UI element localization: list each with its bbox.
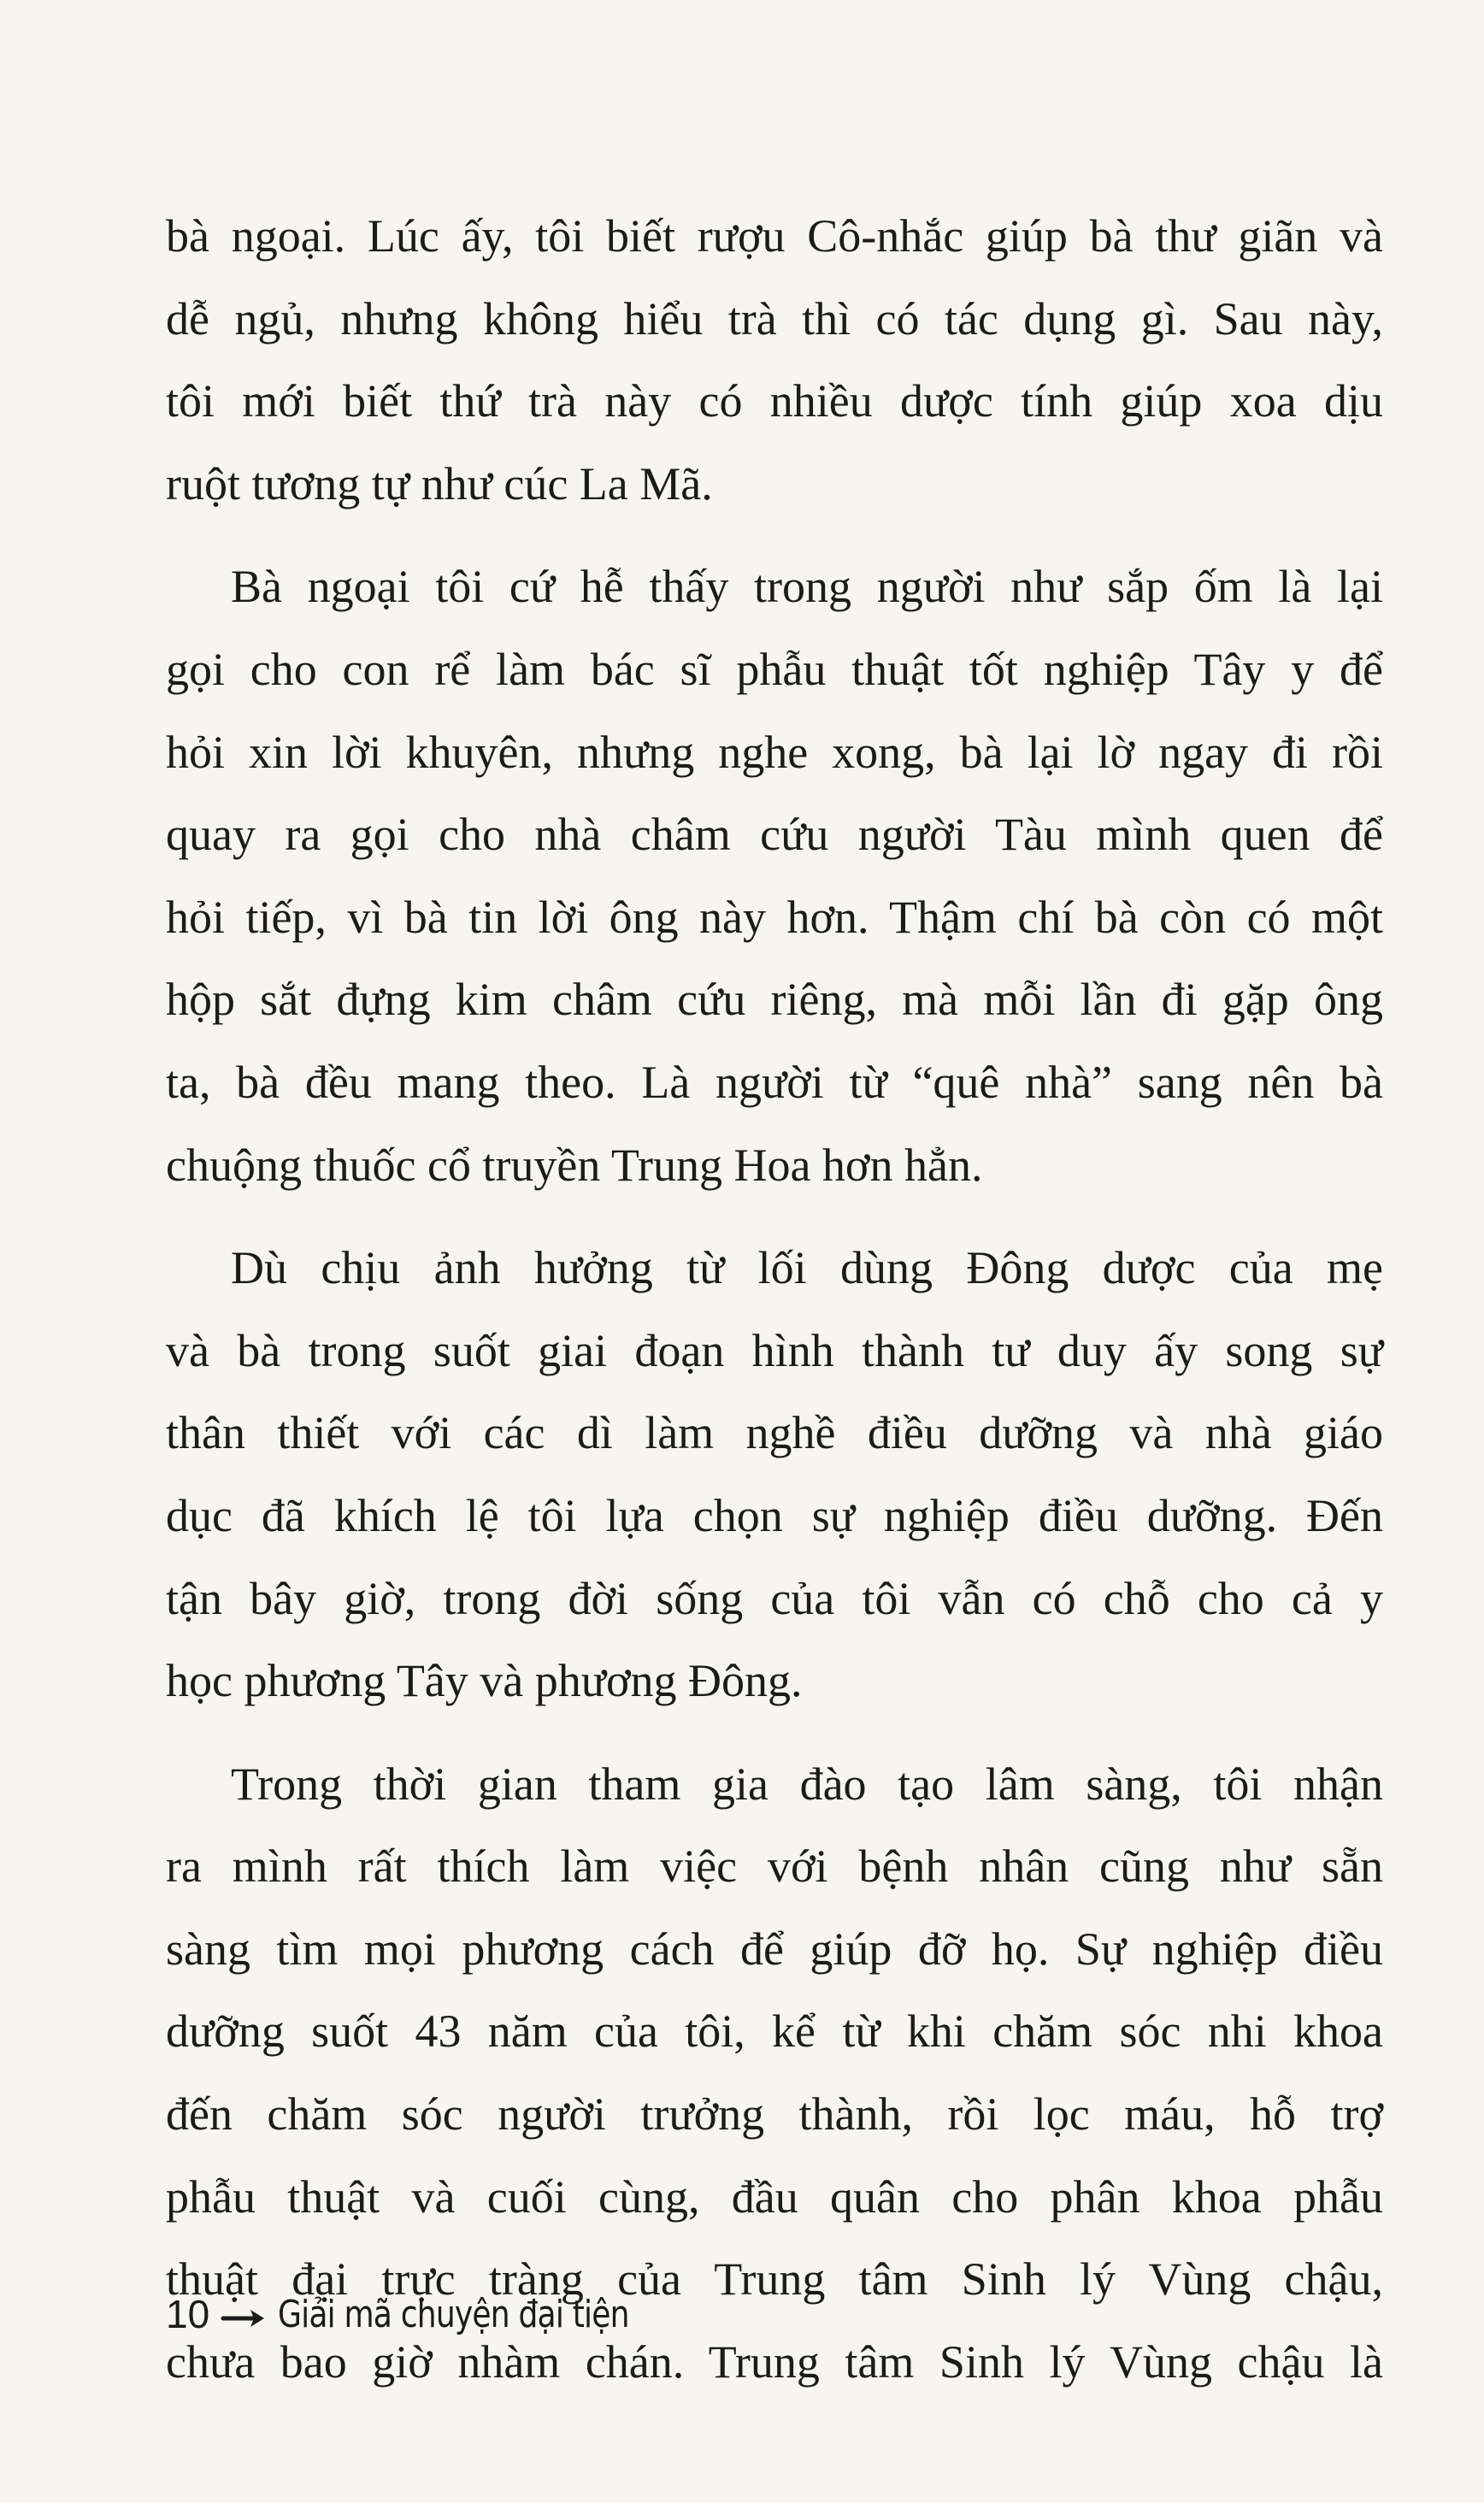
text-line: quay ra gọi cho nhà châm cứu người Tàu mình quen để: [166, 809, 1383, 861]
text-line: bà ngoại. Lúc ấy, tôi biết rượu Cô-nhắc giúp bà thư giãn và: [166, 210, 1383, 262]
paragraph: [166, 195, 1383, 525]
text-line: dễ ngủ, nhưng không hiểu trà thì có tác dụng gì. Sau này,: [166, 292, 1383, 345]
page-number: 10: [166, 2292, 210, 2336]
text-line: chưa bao giờ nhàm chán. Trung tâm Sinh lý Vùng chậu là: [166, 2335, 1383, 2388]
text-line: hộp sắt đựng kim châm cứu riêng, mà mỗi lần đi gặp ông: [166, 974, 1383, 1026]
text-line: hỏi xin lời khuyên, nhưng nghe xong, bà lại lờ ngay đi rồi: [166, 726, 1383, 778]
text-line: Bà ngoại tôi cứ hễ thấy trong người như sắp ốm là lại: [231, 561, 1383, 613]
text-line: ruột tương tự như cúc La Mã.: [166, 457, 713, 509]
running-title: Giải mã chuyện đại tiện: [278, 2292, 629, 2336]
text-line: sàng tìm mọi phương cách để giúp đỡ họ. Sự nghiệp điều: [166, 1923, 1383, 1975]
text-line: phẫu thuật và cuối cùng, đầu quân cho phân khoa phẫu: [166, 2170, 1383, 2223]
text-line: hỏi tiếp, vì bà tin lời ông này hơn. Thậm chí bà còn có một: [166, 891, 1383, 943]
text-line: và bà trong suốt giai đoạn hình thành tư duy ấy song sự: [166, 1324, 1383, 1376]
paragraph: [166, 545, 1383, 1206]
text-line: dục đã khích lệ tôi lựa chọn sự nghiệp điều dưỡng. Đến: [166, 1489, 1383, 1541]
text-line: học phương Tây và phương Đông.: [166, 1655, 803, 1707]
text-line: Dù chịu ảnh hưởng từ lối dùng Đông dược của mẹ: [231, 1242, 1383, 1294]
body-text: [166, 195, 1383, 2423]
text-line: tận bây giờ, trong đời sống của tôi vẫn có chỗ cho cả y: [166, 1572, 1383, 1624]
text-line: ta, bà đều mang theo. Là người từ “quê nhà” sang nên bà: [166, 1056, 1383, 1108]
text-line: đến chăm sóc người trưởng thành, rồi lọc máu, hỗ trợ: [166, 2088, 1383, 2141]
right-arrow-icon: [220, 2297, 268, 2331]
text-line: thuật đại trực tràng của Trung tâm Sinh lý Vùng chậu,: [166, 2253, 1383, 2306]
text-line: thân thiết với các dì làm nghề điều dưỡng và nhà giáo: [166, 1407, 1383, 1459]
text-line: chuộng thuốc cổ truyền Trung Hoa hơn hẳn.: [166, 1139, 983, 1191]
text-line: tôi mới biết thứ trà này có nhiều dược tính giúp xoa dịu: [166, 375, 1383, 427]
page-footer: [166, 2291, 706, 2337]
text-line: dưỡng suốt 43 năm của tôi, kể từ khi chăm sóc nhi khoa: [166, 2005, 1383, 2058]
text-line: Trong thời gian tham gia đào tạo lâm sàng, tôi nhận: [231, 1758, 1383, 1810]
paragraph: [166, 1227, 1383, 1723]
text-line: ra mình rất thích làm việc với bệnh nhân cũng như sẵn: [166, 1840, 1383, 1893]
text-line: gọi cho con rể làm bác sĩ phẫu thuật tốt nghiệp Tây y để: [166, 643, 1383, 695]
